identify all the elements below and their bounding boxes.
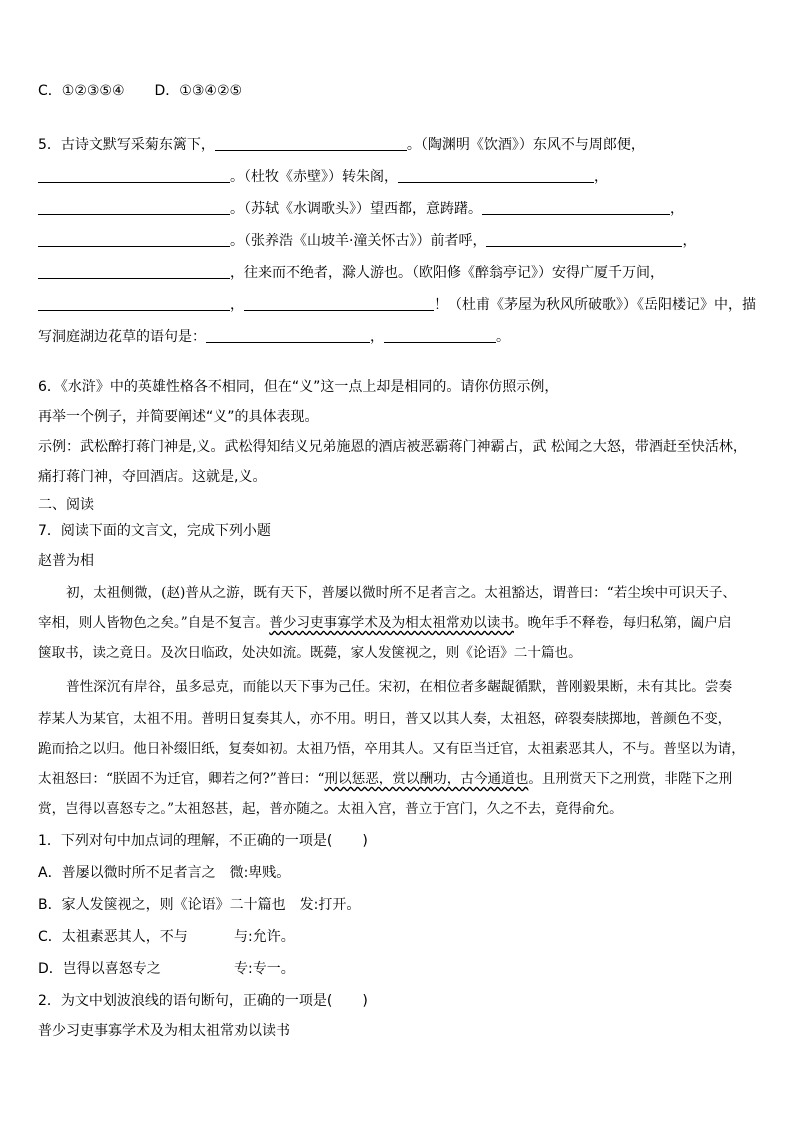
subq2-sentence: 普少习吏事寡学术及为相太祖常劝以读书: [38, 1023, 290, 1039]
passage-p2-line-2: 荐某人为某官，太祖不用。普明日复奏其人，亦不用。明日，普又以其人奏，太祖怒，碎裂奏牍掷地，普颜色不变，: [38, 711, 732, 727]
subq1-option-b[interactable]: [38, 896, 360, 914]
q5-text: 。（苏轼《水调歌头》）望西都，意踌躇。: [230, 201, 482, 217]
passage-p1-line-1: 初，太祖侧微，(赵)普从之游，既有天下，普屡以微时所不足者言之。太祖豁达，谓普曰：“若尘埃中可识天子、: [66, 585, 737, 601]
passage-text: 宰相，则人皆物色之矣。”自是不复言。: [38, 615, 270, 631]
answer-blank[interactable]: [482, 200, 670, 215]
answer-blank[interactable]: [38, 232, 230, 247]
q6-example-line-2: 痛打蒋门神，夺回酒店。这就是,义。: [38, 469, 267, 485]
subq1-option-a[interactable]: [38, 864, 290, 882]
q5-line-4: [38, 232, 696, 250]
q5-line-1: [38, 136, 645, 154]
q7-intro: 7．阅读下面的文言文，完成下列小题: [38, 523, 271, 539]
passage-p2-line-3: 跪而拾之以归。他日补缀旧纸，复奏如初。太祖乃悟，卒用其人。又有臣当迁官，太祖素恶其人，不与。普坚以为请，: [38, 741, 745, 757]
passage-text: 太祖怒曰：“朕固不为迁官，卿若之何?”普曰：“: [38, 771, 325, 787]
q5-text: 。（杜牧《赤壁》）转朱阁，: [230, 169, 398, 185]
q5-text: ，: [594, 169, 608, 185]
wavy-underlined-sentence: 刑以惩恶，赏以酬功，古今通道也: [324, 771, 529, 787]
q5-line-6: [38, 296, 756, 314]
q6-example-line-1: 示例：武松醉打蒋门神是,义。武松得知结义兄弟施恩的酒店被恶霸蒋门神霸占，武 松闻之大怒，带酒赶至快活林，: [38, 439, 747, 455]
q5-text: 。: [496, 329, 510, 345]
option-gloss: 专:专一。: [234, 961, 295, 977]
answer-blank[interactable]: [38, 264, 230, 279]
q5-text: 。（陶渊明《饮酒》）东风不与周郎便，: [406, 137, 645, 153]
q5-text: ！（杜甫《茅屋为秋风所破歌》）《岳阳楼记》中，描: [434, 297, 756, 313]
wavy-underlined-sentence: 普少习吏事寡学术及为相太祖常劝以读书: [269, 615, 514, 631]
q5-text: ，: [370, 329, 384, 345]
q5-text: 写洞庭湖边花草的语句是：: [38, 329, 206, 345]
section-heading: 二、阅读: [38, 497, 94, 513]
q5-text: ，: [682, 233, 697, 249]
q5-line-3: [38, 200, 684, 218]
option-gloss: 发:打开。: [299, 897, 361, 913]
passage-p2-line-1: 普性深沉有岸谷，虽多忌克，而能以天下事为己任。宋初，在相位者多龌龊循默，普刚毅果断，未有其比。尝奏: [66, 679, 733, 695]
option-gloss: 微:卑贱。: [229, 865, 291, 881]
answer-blank[interactable]: [38, 296, 230, 311]
passage-p1-line-2: [38, 614, 731, 632]
option-c: C．①②③⑤④: [38, 83, 125, 99]
answer-blank[interactable]: [38, 200, 230, 215]
subq2-stem: [38, 992, 368, 1010]
paren-close: ): [362, 833, 368, 849]
subq1-stem-text: 1．下列对句中加点词的理解，不正确的一项是(: [38, 833, 333, 849]
q5-label: 5．古诗文默写采菊东篱下，: [38, 137, 215, 153]
answer-blank[interactable]: [38, 168, 230, 183]
answer-blank[interactable]: [215, 136, 407, 151]
passage-p2-line-4: [38, 770, 732, 788]
passage-title: 赵普为相: [38, 553, 94, 569]
subq1-option-d[interactable]: [38, 960, 295, 978]
subq2-stem-text: 2．为文中划波浪线的语句断句，正确的一项是(: [38, 993, 333, 1009]
passage-p2-line-5: 赏，岂得以喜怒专之。”太祖怒甚，起，普亦随之。太祖入宫，普立于宫门，久之不去，竟得俞允。: [38, 801, 623, 817]
option-d: D．①③④②⑤: [154, 83, 243, 99]
q5-line-2: [38, 168, 608, 186]
subq1-option-c[interactable]: [38, 928, 295, 946]
answer-blank[interactable]: [206, 328, 370, 343]
prev-question-options: [38, 82, 242, 100]
q5-line-5: [38, 264, 664, 282]
subq1-stem: [38, 832, 368, 850]
q5-line-7: [38, 328, 510, 346]
option-gloss: 与:允许。: [234, 929, 295, 945]
q5-text: 。（张养浩《山坡羊·潼关怀古》）前者呼，: [230, 233, 487, 249]
q5-text: ，: [230, 297, 244, 313]
passage-text: 。且刑赏天下之刑赏，非陛下之刑: [528, 771, 733, 787]
q5-text: ，: [670, 201, 684, 217]
answer-blank[interactable]: [244, 296, 434, 311]
q5-text: ，往来而不绝者，滁人游也。（欧阳修《醉翁亭记》）安得广厦千万间，: [230, 265, 664, 281]
option-text: B．家人发箧视之，则《论语》二十篇也: [38, 897, 286, 913]
option-text: D．岂得以喜怒专之: [38, 961, 161, 977]
passage-p1-line-3: 箧取书，读之竟日。及次日临政，处决如流。既薨，家人发箧视之，则《论语》二十篇也。: [38, 645, 582, 661]
answer-blank[interactable]: [384, 328, 496, 343]
answer-blank[interactable]: [398, 168, 594, 183]
q6-line-2: 再举一个例子，并简要阐述“义”的具体表现。: [38, 409, 319, 425]
passage-text: 。晚年手不释卷，每归私第，阖户启: [513, 615, 732, 631]
option-text: A．普屡以微时所不足者言之: [38, 865, 216, 881]
option-text: C．太祖素恶其人，不与: [38, 929, 188, 945]
answer-blank[interactable]: [486, 232, 682, 247]
q6-line-1: 6．《水浒》中的英雄性格各不相同，但在“义”这一点上却是相同的。请你仿照示例，: [38, 379, 559, 395]
paren-close: ): [362, 993, 368, 1009]
